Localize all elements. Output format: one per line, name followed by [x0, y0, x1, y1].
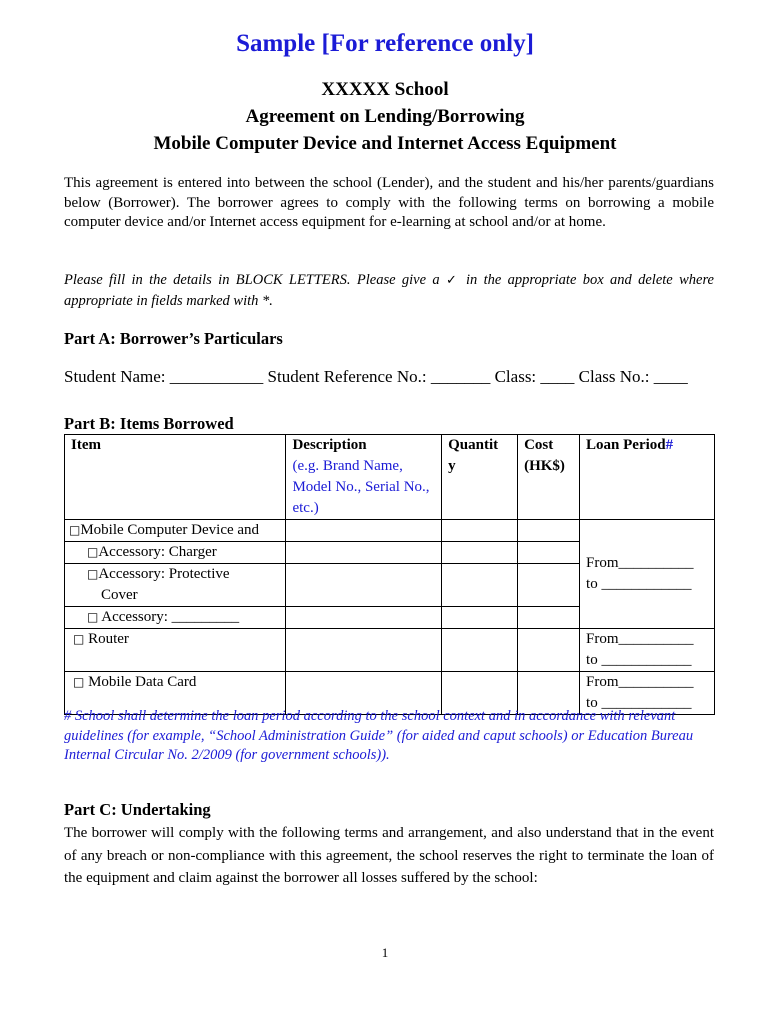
- col-description-header: [286, 435, 442, 520]
- col-cost-header: [518, 435, 580, 520]
- checkbox-icon[interactable]: □: [87, 545, 99, 559]
- loan-from: From__________: [586, 674, 694, 690]
- part-b-heading: Part B: Items Borrowed: [64, 414, 234, 433]
- col-cost-label-b: (HK$): [524, 458, 565, 474]
- cost-cell[interactable]: [518, 564, 580, 607]
- loan-period-marker: #: [665, 437, 674, 453]
- table-row: [65, 520, 715, 542]
- instructions-text-1: Please fill in the details in BLOCK LETTERS. Please give a: [64, 272, 446, 288]
- item-cell-cover: [65, 564, 286, 607]
- description-cell[interactable]: [286, 607, 442, 629]
- item-cover-b: Cover: [101, 587, 138, 603]
- description-cell[interactable]: [286, 564, 442, 607]
- checkbox-icon[interactable]: □: [87, 567, 99, 581]
- checkbox-icon[interactable]: □: [87, 610, 99, 624]
- loan-to: to ____________: [586, 695, 692, 711]
- part-c-text: The borrower will comply with the following terms and arrangement, and also understand that in the event of any breach or non-compliance with this agreement, the school reserves the right to terminate the loan of the equipment and claim against the borrower all losses suffered by the school:: [64, 825, 714, 886]
- col-cost-label-a: Cost: [524, 437, 554, 453]
- checkbox-icon[interactable]: □: [73, 675, 85, 689]
- item-cover-a: Accessory: Protective: [98, 566, 230, 582]
- loan-period-footnote: # School shall determine the loan period according to the school context and in accordance with relevant guidelines (for example, “School Administration Guide” (for aided and caput schools) or Education Bureau Internal Circular No. 2/2009 (for government schools)).: [64, 708, 694, 763]
- description-cell[interactable]: [286, 542, 442, 564]
- item-charger: Accessory: Charger: [98, 544, 217, 560]
- part-a-heading: Part A: Borrower’s Particulars: [64, 329, 283, 348]
- loan-from: From__________: [586, 631, 694, 647]
- cost-cell[interactable]: [518, 542, 580, 564]
- table-header-row: [65, 435, 715, 520]
- cost-cell[interactable]: [518, 520, 580, 542]
- agreement-subject: Mobile Computer Device and Internet Access Equipment: [153, 133, 617, 154]
- description-cell[interactable]: [286, 520, 442, 542]
- description-cell[interactable]: [286, 629, 442, 672]
- instructions-text-2: in the appropriate box and delete where appropriate in fields marked with *.: [64, 272, 714, 309]
- item-cell-charger: [65, 542, 286, 564]
- item-accessory-other: Accessory: _________: [98, 609, 240, 625]
- cost-cell[interactable]: [518, 629, 580, 672]
- item-router: Router: [84, 631, 129, 647]
- item-cell-router: [65, 629, 286, 672]
- col-loan-period-header: [580, 435, 715, 520]
- loan-period-cell-device[interactable]: [580, 520, 715, 629]
- col-item-label: Item: [71, 437, 101, 453]
- item-cell-accessory-other: [65, 607, 286, 629]
- student-details-line: Student Name: ___________ Student Reference No.: _______ Class: ____ Class No.: ____: [64, 367, 688, 386]
- agreement-title: Agreement on Lending/Borrowing: [245, 106, 525, 127]
- loan-period-cell-router[interactable]: [580, 629, 715, 672]
- col-quantity-header: [442, 435, 518, 520]
- checkbox-icon[interactable]: □: [73, 632, 85, 646]
- col-description-hint: (e.g. Brand Name, Model No., Serial No., etc.): [292, 458, 430, 516]
- school-name: XXXXX School: [321, 79, 449, 100]
- cost-cell[interactable]: [518, 607, 580, 629]
- item-device: Mobile Computer Device and: [80, 522, 260, 538]
- col-quantity-label-a: Quantit: [448, 437, 499, 453]
- col-quantity-label-b: y: [448, 458, 456, 474]
- col-loan-period-label: Loan Period: [586, 437, 666, 453]
- quantity-cell[interactable]: [442, 607, 518, 629]
- quantity-cell[interactable]: [442, 520, 518, 542]
- table-row: [65, 629, 715, 672]
- item-cell-device: [65, 520, 286, 542]
- loan-to: to ____________: [586, 652, 692, 668]
- loan-to: to ____________: [586, 576, 692, 592]
- part-c-heading: Part C: Undertaking: [64, 800, 211, 819]
- intro-paragraph: This agreement is entered into between the school (Lender), and the student and his/her parents/guardians below (Borrower). The borrower agrees to comply with the following terms on borrowing a mobile computer device and/or Internet access equipment for e-learning at school and/or at home.: [64, 175, 714, 230]
- item-data-card: Mobile Data Card: [84, 674, 197, 690]
- instructions-note: [64, 270, 714, 311]
- sample-title: Sample [For reference only]: [236, 30, 534, 57]
- page-number: 1: [381, 945, 389, 960]
- quantity-cell[interactable]: [442, 542, 518, 564]
- checkbox-icon[interactable]: □: [69, 523, 81, 537]
- col-description-label: Description: [292, 437, 367, 453]
- items-borrowed-table: [64, 434, 715, 715]
- quantity-cell[interactable]: [442, 629, 518, 672]
- col-item-header: [65, 435, 286, 520]
- quantity-cell[interactable]: [442, 564, 518, 607]
- loan-from: From__________: [586, 555, 694, 571]
- check-mark-icon: ✓: [445, 273, 460, 288]
